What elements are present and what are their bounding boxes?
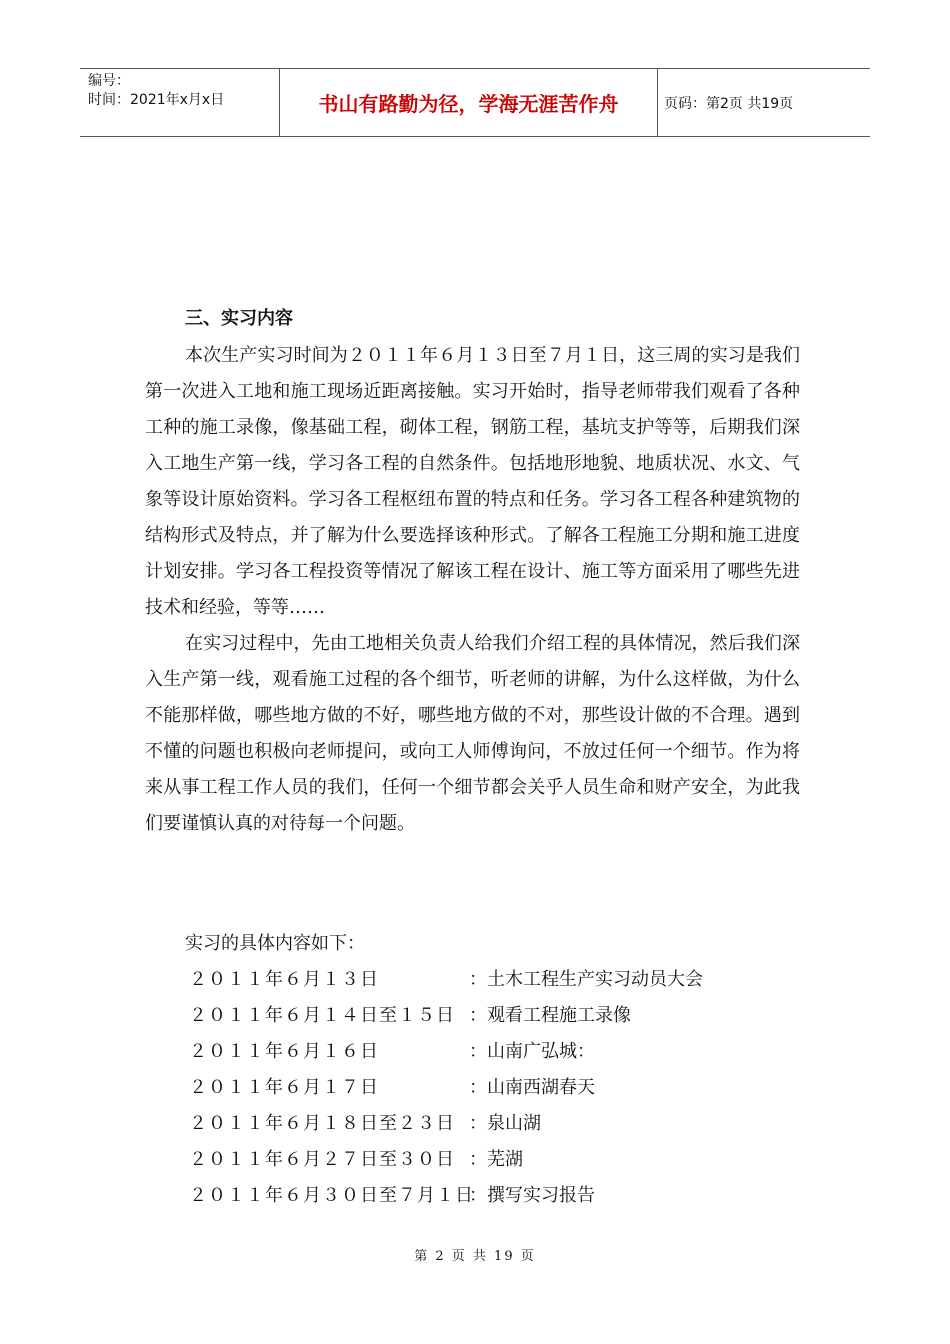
schedule-date: ２０１１年６月３０日至７月１日 — [189, 1185, 474, 1206]
paragraph: 本次生产实习时间为２０１１年６月１３日至７月１日，这三周的实习是我们第一次进入工地和施工现场近距离接触。实习开始时，指导老师带我们观看了各种工种的施工录像，像基础工程，砌体工程，钢筋工程，基坑支护等等，后期我们深入工地生产第一线，学习各工程的自然条件。包括地形地貌、地质状况、水文、气象等设计原始资料。学习各工程枢纽布置的特点和任务。学习各工程各种建筑物的结构形式及特点，并了解为什么要选择该种形式。了解各工程施工分期和施工进度计划安排。学习各工程投资等情况了解该工程在设计、施工等方面采用了哪些先进技术和经验，等等…… — [145, 345, 800, 618]
header-page-info: 页码：第2页 共19页 — [664, 95, 794, 112]
schedule-date: ２０１１年６月１８日至２３日 — [189, 1113, 455, 1134]
schedule-content: ：土木工程生产实习动员大会 — [469, 969, 703, 990]
schedule-row — [145, 962, 800, 998]
page-footer: 第 2 页 共 19 页 — [414, 1249, 536, 1264]
schedule-content: ：撰写实习报告 — [469, 1185, 595, 1206]
schedule-row — [145, 1034, 800, 1070]
paragraph: 在实习过程中，先由工地相关负责人给我们介绍工程的具体情况，然后我们深入生产第一线，观看施工过程的各个细节，听老师的讲解，为什么这样做，为什么不能那样做，哪些地方做的不好，哪些地方做的不对，那些设计做的不合理。遇到不懂的问题也积极向老师提问，或向工人师傅询问，不放过任何一个细节。作为将来从事工程工作人员的我们，任何一个细节都会关乎人员生命和财产安全，为此我们要谨慎认真的对待每一个问题。 — [145, 633, 800, 834]
schedule-row — [145, 1142, 800, 1178]
schedule-row — [145, 1178, 800, 1214]
header-meta — [80, 69, 280, 136]
schedule-content: ：泉山湖 — [469, 1113, 541, 1134]
schedule-title: 实习的具体内容如下： — [185, 933, 365, 954]
document-body — [145, 304, 800, 1214]
document-number-label: 编号： — [88, 73, 130, 89]
schedule-row — [145, 1106, 800, 1142]
schedule-content: ：观看工程施工录像 — [469, 1005, 631, 1026]
schedule-date: ２０１１年６月１６日 — [189, 1041, 379, 1062]
section-title: 三、实习内容 — [185, 308, 293, 329]
schedule-date: ２０１１年６月２７日至３０日 — [189, 1149, 455, 1170]
page-header — [80, 68, 870, 137]
schedule-date: ２０１１年６月１７日 — [189, 1077, 379, 1098]
schedule-content: ：山南广弘城： — [469, 1041, 595, 1062]
schedule-row — [145, 998, 800, 1034]
schedule-date: ２０１１年６月１４日至１５日 — [189, 1005, 455, 1026]
header-motto: 书山有路勤为径，学海无涯苦作舟 — [280, 69, 658, 136]
document-time: 时间：2021年x月x日 — [88, 92, 225, 108]
schedule-content: ：芜湖 — [469, 1149, 523, 1170]
schedule-list — [145, 926, 800, 1214]
schedule-date: ２０１１年６月１３日 — [189, 969, 379, 990]
schedule-content: ：山南西湖春天 — [469, 1077, 595, 1098]
schedule-row — [145, 1070, 800, 1106]
